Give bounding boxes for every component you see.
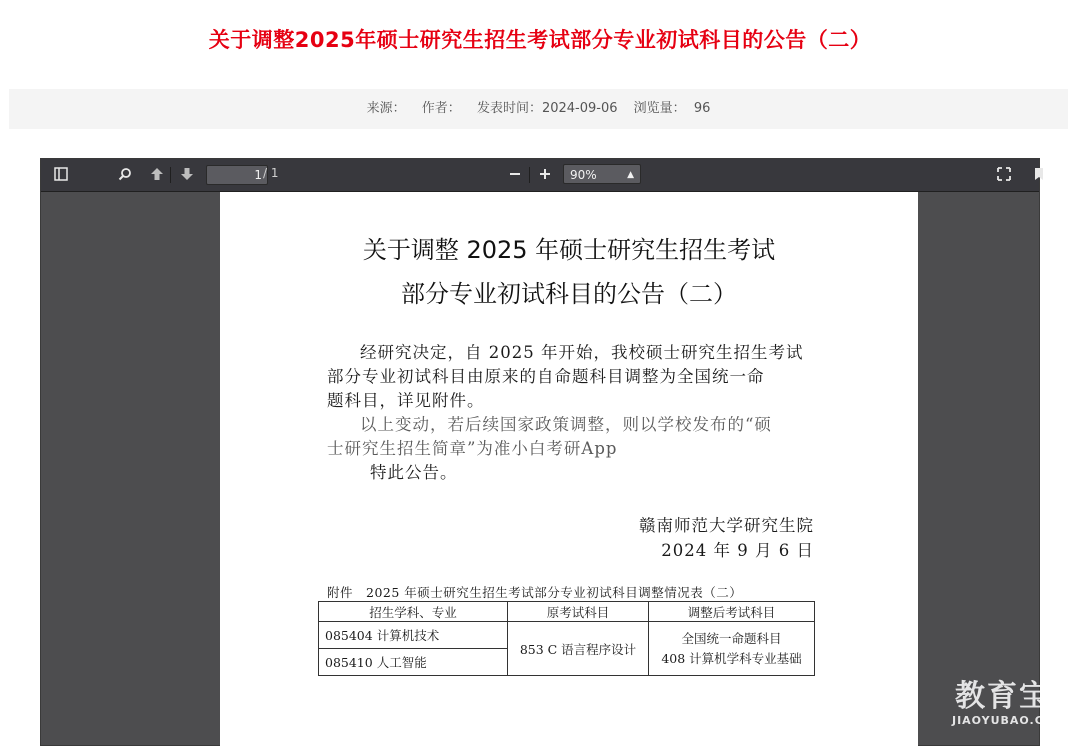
table-header: 调整后考试科目	[649, 602, 815, 622]
publish-time: 发表时间：2024-09-06	[476, 101, 618, 116]
bookmark-icon[interactable]	[1029, 165, 1049, 185]
article-title: 关于调整2025年硕士研究生招生考试部分专业初试科目的公告（二）	[208, 28, 872, 52]
table-cell-major: 085410 人工智能	[319, 649, 508, 676]
document-page	[220, 192, 918, 747]
sidebar-toggle-icon[interactable]	[51, 165, 71, 185]
table-cell-original-subject: 853 C 语言程序设计	[508, 622, 649, 676]
paragraph-2: 以上变动，若后续国家政策调整，则以学校发布的“硕 士研究生招生简章”为准小白考研App	[327, 415, 772, 458]
fullscreen-icon[interactable]	[994, 165, 1014, 185]
pdf-toolbar	[41, 159, 1039, 192]
document-title-line2: 部分专业初试科目的公告（二）	[401, 280, 737, 308]
arrow-down-icon[interactable]	[177, 165, 197, 185]
toolbar-separator	[529, 167, 530, 183]
views-label: 浏览量： 96	[633, 101, 711, 116]
table-header-row	[319, 602, 815, 622]
arrow-up-icon[interactable]	[147, 165, 167, 185]
signer: 赣南师范大学研究生院	[639, 516, 814, 535]
table-header: 原考试科目	[508, 602, 649, 622]
table-header: 招生学科、专业	[319, 602, 508, 622]
zoom-value: 90%	[570, 168, 597, 182]
attachment-title: 附件 2025 年硕士研究生招生考试部分专业初试科目调整情况表（二）	[327, 585, 743, 600]
paragraph-1: 经研究决定，自 2025 年开始，我校硕士研究生招生考试 部分专业初试科目由原来的自命题科目调整为全国统一命 题科目，详见附件。	[327, 343, 804, 410]
select-caret-icon: ▲︎	[627, 170, 634, 180]
page-number-input[interactable]	[206, 165, 268, 185]
article-meta-bar	[9, 89, 1068, 129]
zoom-select[interactable]	[563, 164, 641, 184]
document-title-line1: 关于调整 2025 年硕士研究生招生考试	[362, 236, 776, 264]
paragraph-3: 特此公告。	[370, 463, 458, 482]
minus-icon[interactable]	[505, 165, 525, 185]
adjustment-table	[318, 601, 815, 676]
table-cell-major: 085404 计算机技术	[319, 622, 508, 649]
table-row	[319, 622, 815, 649]
watermark-logo: 教育宝 JIAOYUBAO.CN	[951, 679, 1055, 727]
document-date: 2024 年 9 月 6 日	[661, 541, 814, 560]
author-label: 作者：	[421, 101, 461, 116]
pdf-viewer	[40, 158, 1040, 746]
search-icon[interactable]	[115, 165, 135, 185]
table-cell-adjusted-subject: 全国统一命题科目 408 计算机学科专业基础	[649, 622, 815, 676]
source-label: 来源：	[366, 101, 406, 116]
page-count: / 1	[263, 166, 279, 180]
plus-icon[interactable]	[535, 165, 555, 185]
toolbar-separator	[170, 167, 171, 183]
